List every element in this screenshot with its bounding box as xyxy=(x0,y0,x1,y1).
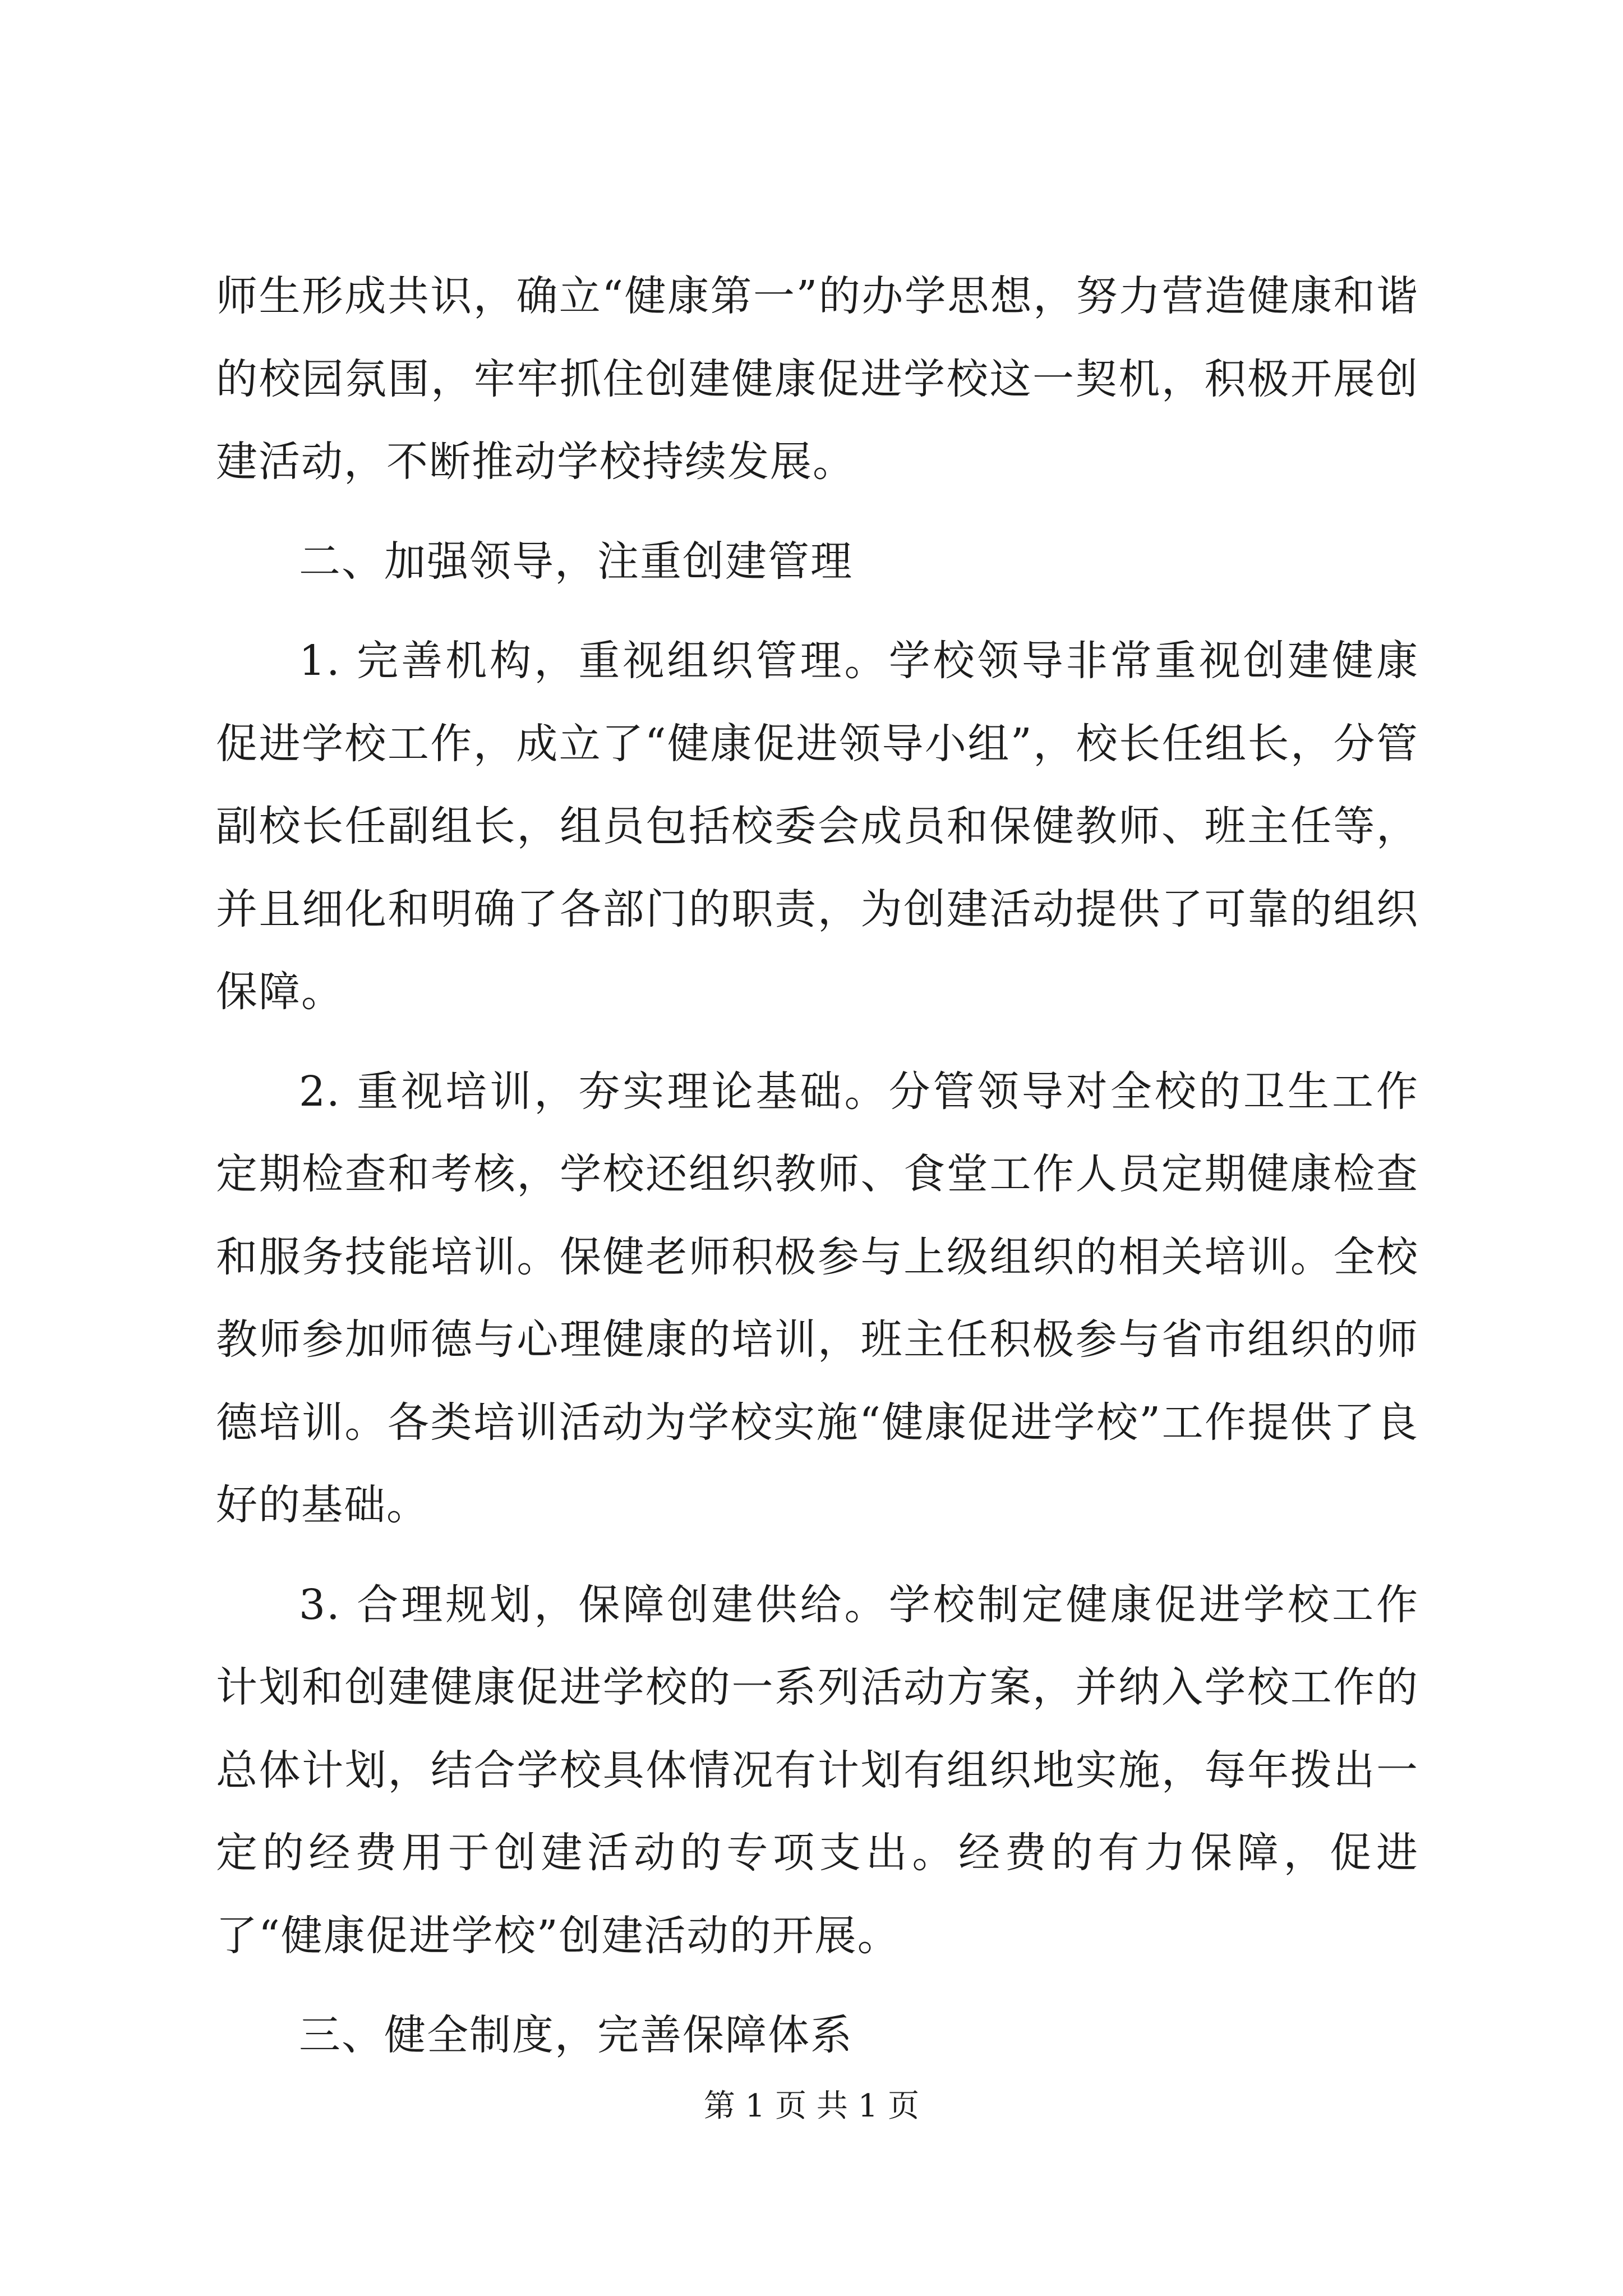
paragraph-gap xyxy=(216,504,1419,521)
document-body xyxy=(216,255,1419,2077)
section-heading-3: 三、健全制度，完善保障体系 xyxy=(299,2011,853,2059)
page-footer: 第 1 页 共 1 页 xyxy=(703,2088,920,2124)
paragraph-item-2: 2. 重视培训，夯实理论基础。分管领导对全校的卫生工作定期检查和考核，学校还组织教师、食堂工作人员定期健康检查和服务技能培训。保健老师积极参与上级组织的相关培训。全校教师参加师德与心理健康的培训，班主任积极参与省市组织的师德培训。各类培训活动为学校实施“健康促进学校”工作提供了良好的基础。 xyxy=(216,1067,1419,1529)
paragraph-gap xyxy=(216,1977,1419,1994)
paragraph-gap xyxy=(216,1547,1419,1564)
paragraph-gap xyxy=(216,1034,1419,1051)
paragraph-intro-continuation: 师生形成共识，确立“健康第一”的办学思想，努力营造健康和谐的校园氛围，牢牢抓住创建健康促进学校这一契机，积极开展创建活动，不断推动学校持续发展。 xyxy=(216,272,1419,486)
paragraph-item-1: 1. 完善机构，重视组织管理。学校领导非常重视创建健康促进学校工作，成立了“健康促进领导小组”，校长任组长，分管副校长任副组长，组员包括校委会成员和保健教师、班主任等，并且细化和明确了各部门的职责，为创建活动提供了可靠的组织保障。 xyxy=(216,637,1419,1016)
paragraph-item-3: 3. 合理规划，保障创建供给。学校制定健康促进学校工作计划和创建健康促进学校的一系列活动方案，并纳入学校工作的总体计划，结合学校具体情况有计划有组织地实施，每年拨出一定的经费用于创建活动的专项支出。经费的有力保障，促进了“健康促进学校”创建活动的开展。 xyxy=(216,1580,1419,1960)
section-heading-2: 二、加强领导，注重创建管理 xyxy=(299,537,853,586)
paragraph-gap xyxy=(216,603,1419,620)
